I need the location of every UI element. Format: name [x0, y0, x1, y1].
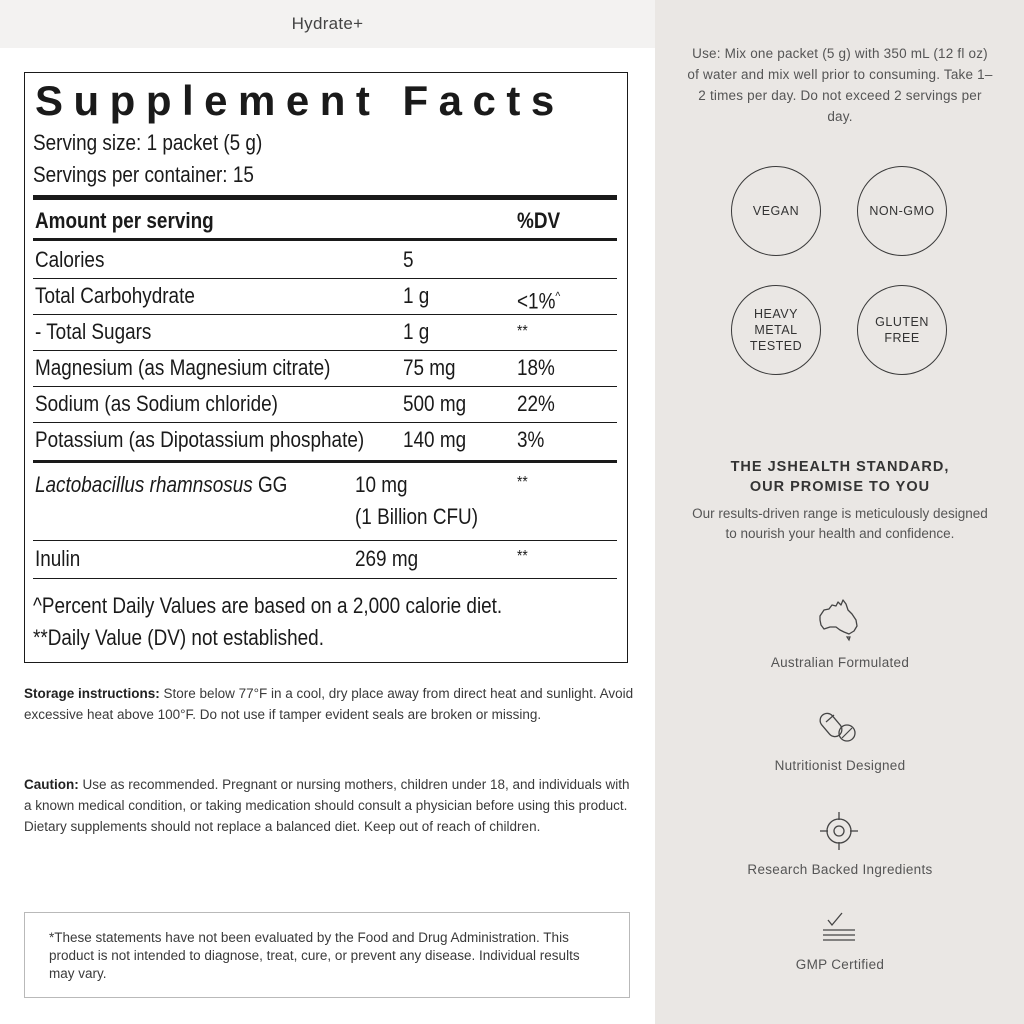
- nutrient-name: Sodium (as Sodium chloride): [35, 391, 278, 416]
- nutrient-row: [33, 243, 617, 279]
- nutrient-row: [33, 279, 617, 315]
- facts-header-row: [33, 201, 617, 241]
- probiotic-name: Lactobacillus rhamnsosus GG: [35, 472, 288, 497]
- dv-footnote: ^Percent Daily Values are based on a 2,000 calorie diet.: [33, 593, 503, 618]
- supplement-facts-panel: [24, 72, 628, 663]
- nutrient-dv: <1%^: [517, 288, 561, 314]
- amount-per-serving-header: Amount per serving: [35, 208, 214, 233]
- inulin-row: [33, 541, 617, 579]
- nutrient-name: - Total Sugars: [35, 319, 152, 344]
- nutrient-amount: 500 mg: [403, 391, 467, 416]
- facts-title: Supplement Facts: [35, 77, 565, 124]
- dv-not-established-footnote: **Daily Value (DV) not established.: [33, 625, 324, 650]
- inulin-amount: 269 mg: [355, 546, 419, 571]
- dv-header: %DV: [517, 208, 561, 233]
- research-backed-label: Research Backed Ingredients: [747, 862, 933, 877]
- storage-text: Store below 77°F in a cool, dry place away from direct heat and sunlight. Avoid excessive heat above 100°F. Do not use if tamper evident seals are broken or missing.: [24, 686, 634, 722]
- vegan-badge: VEGAN: [731, 166, 821, 256]
- product-header: [0, 0, 655, 48]
- nutrient-amount: 5: [403, 247, 414, 272]
- nutrient-amount: 140 mg: [403, 427, 467, 452]
- gmp-certified-label: GMP Certified: [795, 957, 885, 972]
- nutrient-row: [33, 351, 617, 387]
- nutritionist-designed-label: Nutritionist Designed: [774, 758, 906, 773]
- nutrient-row: [33, 423, 617, 463]
- target-icon: [814, 806, 864, 856]
- nutrient-dv: 3%: [517, 427, 545, 452]
- gluten-free-badge: GLUTEN FREE: [857, 285, 947, 375]
- standard-text: Our results-driven range is meticulously designed to nourish your health and confidence.: [692, 506, 988, 541]
- nutrient-name: Total Carbohydrate: [35, 283, 195, 308]
- standard-title: THE JSHEALTH STANDARD, OUR PROMISE TO YOU: [730, 459, 950, 495]
- storage-instructions: [24, 683, 634, 725]
- non-gmo-badge: NON-GMO: [857, 166, 947, 256]
- nutrient-name: Magnesium (as Magnesium citrate): [35, 355, 331, 380]
- nutrient-row: [33, 315, 617, 351]
- checkmark-certified-icon: [814, 906, 864, 956]
- inulin-dv: **: [517, 548, 528, 565]
- inulin-name: Inulin: [35, 546, 81, 571]
- nutrient-dv: 22%: [517, 391, 555, 416]
- australia-icon: [814, 594, 864, 644]
- thick-rule: [33, 195, 617, 200]
- heavy-metal-tested-badge: HEAVY METAL TESTED: [731, 285, 821, 375]
- probiotic-dv: **: [517, 474, 528, 491]
- servings-per-container: Servings per container: 15: [33, 162, 254, 187]
- nutrient-amount: 1 g: [403, 283, 430, 308]
- serving-size: Serving size: 1 packet (5 g): [33, 130, 263, 155]
- australian-formulated-label: Australian Formulated: [770, 655, 910, 670]
- probiotic-amount: 10 mg: [355, 472, 408, 497]
- product-name: Hydrate+: [291, 14, 364, 33]
- storage-label: Storage instructions:: [24, 686, 160, 701]
- caution-text: Use as recommended. Pregnant or nursing mothers, children under 18, and individuals with a known medical condition, or taking medication should consult a physician before using this product. Dietary supplements should not replace a balanced diet. Keep out of reach of children.: [24, 777, 630, 834]
- nutrient-amount: 75 mg: [403, 355, 456, 380]
- usage-instructions: Use: Mix one packet (5 g) with 350 mL (12 fl oz) of water and mix well prior to consuming. Take 1–2 times per day. Do not exceed 2 servings per day.: [687, 46, 993, 124]
- probiotic-cfu: (1 Billion CFU): [355, 504, 479, 529]
- capsule-icon: [814, 700, 864, 750]
- probiotic-row: [33, 465, 617, 541]
- caution-label: Caution:: [24, 777, 79, 792]
- nutrient-name: Calories: [35, 247, 105, 272]
- nutrient-name: Potassium (as Dipotassium phosphate): [35, 427, 365, 452]
- disclaimer-text: *These statements have not been evaluated by the Food and Drug Administration. This product is not intended to diagnose, treat, cure, or prevent any disease. Individual results may vary.: [49, 930, 580, 981]
- nutrient-dv: **: [517, 323, 528, 340]
- nutrient-amount: 1 g: [403, 319, 430, 344]
- nutrient-dv: 18%: [517, 355, 555, 380]
- nutrient-row: [33, 387, 617, 423]
- caution: [24, 774, 634, 837]
- fda-disclaimer: [24, 912, 630, 998]
